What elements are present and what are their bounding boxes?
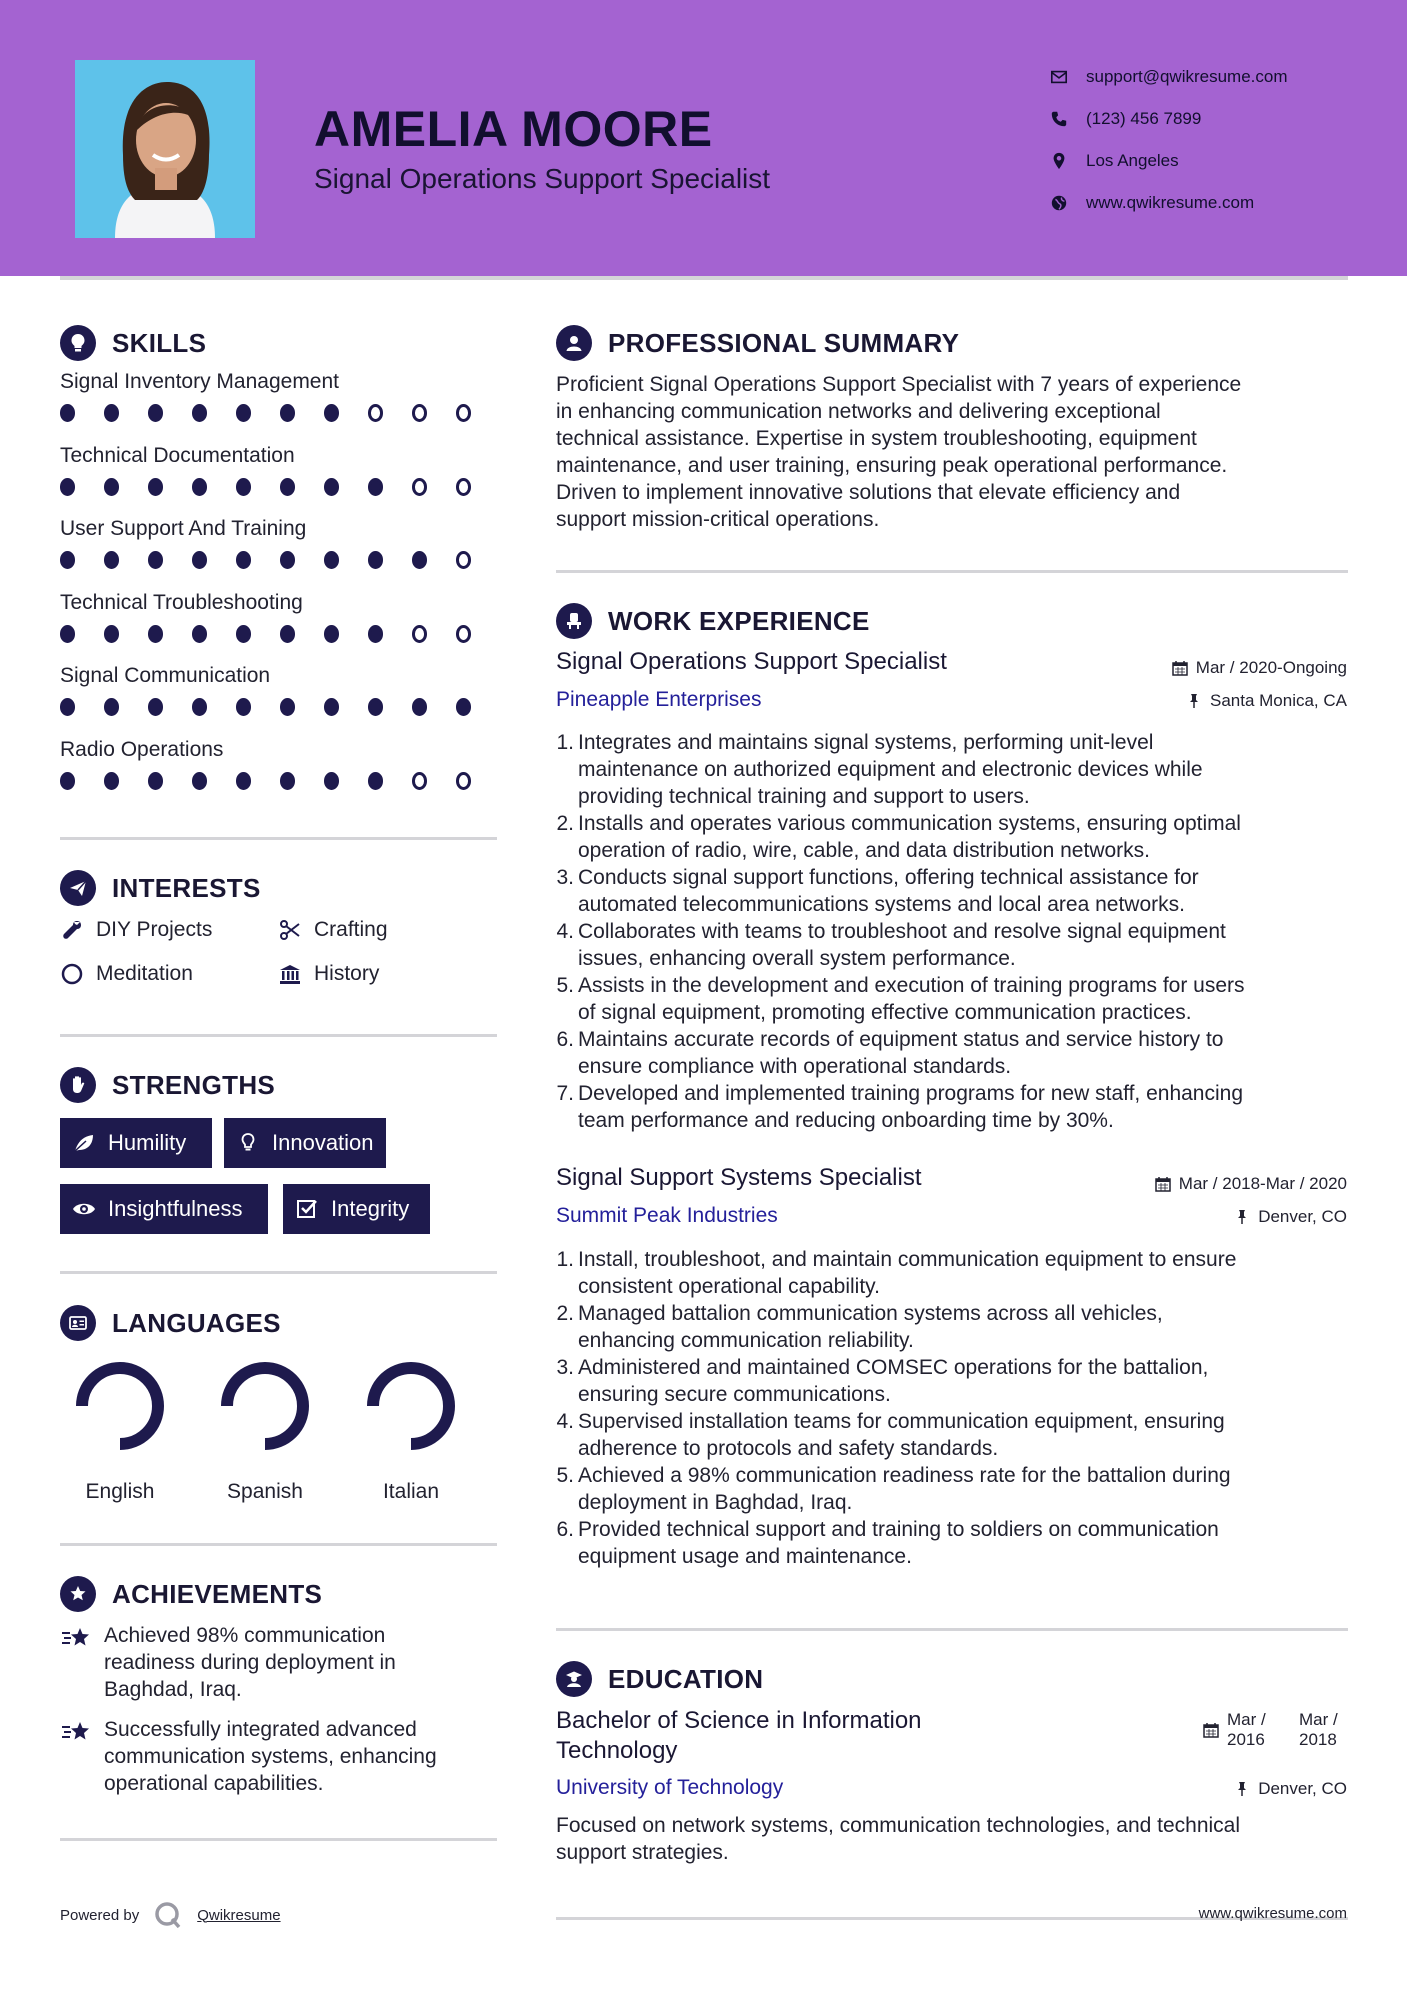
interest-crafting: Crafting bbox=[278, 918, 388, 942]
globe-icon bbox=[1050, 193, 1086, 213]
rating-dot-filled bbox=[368, 698, 383, 716]
skill-name: Signal Inventory Management bbox=[60, 370, 339, 393]
skill-name: Signal Communication bbox=[60, 664, 271, 687]
rating-dot-filled bbox=[60, 551, 75, 569]
job-bullet: 4. Supervised installation teams for communication equipment, ensuring adherence to protocols and safety standards. bbox=[556, 1410, 1225, 1460]
footer-url[interactable]: www.qwikresume.com bbox=[1198, 1905, 1347, 1922]
rating-dot-filled bbox=[148, 698, 163, 716]
rating-dot-filled bbox=[324, 404, 339, 422]
language-item bbox=[210, 1356, 320, 1504]
achievement-item: Successfully integrated advanced communication systems, enhancing operational capabilities. bbox=[60, 1716, 500, 1797]
rating-dot-filled bbox=[148, 404, 163, 422]
job-bullet: 5. Assists in the development and execution of training programs for users of signal equipment, promoting effective communication practices. bbox=[556, 974, 1245, 1024]
rating-dot-filled bbox=[236, 478, 251, 496]
resume-header bbox=[0, 0, 1407, 276]
language-item bbox=[356, 1356, 466, 1504]
footer-powered-by: Powered by Qwikresume bbox=[60, 1900, 281, 1930]
skills-heading bbox=[60, 325, 206, 361]
rating-dot-filled bbox=[148, 478, 163, 496]
rating-dot-filled bbox=[324, 698, 339, 716]
rating-dot-empty bbox=[456, 625, 471, 643]
skill-rating bbox=[60, 625, 500, 643]
rating-dot-filled bbox=[104, 478, 119, 496]
rating-dot-filled bbox=[60, 625, 75, 643]
contact-list bbox=[1050, 56, 1288, 224]
strength-innovation: Innovation bbox=[224, 1118, 386, 1168]
job-bullet: 6. Provided technical support and training to soldiers on communication equipment usage and maintenance. bbox=[556, 1518, 1219, 1568]
lightbulb-icon bbox=[60, 325, 96, 361]
rating-dot-filled bbox=[104, 772, 119, 790]
contact-email[interactable] bbox=[1050, 56, 1288, 98]
map-pin-icon bbox=[1050, 151, 1086, 171]
summary-heading bbox=[556, 325, 959, 361]
contact-email-text: support@qwikresume.com bbox=[1086, 67, 1288, 86]
interests-title: INTERESTS bbox=[112, 872, 261, 903]
job-bullet: 2. Managed battalion communication systems across all vehicles, enhancing communication reliability. bbox=[556, 1302, 1163, 1352]
rating-dot-filled bbox=[236, 698, 251, 716]
education-description: Focused on network systems, communication technologies, and technical support strategies. bbox=[556, 1814, 1241, 1864]
skill-row bbox=[60, 444, 500, 496]
job-dates: Mar / 2018-Mar / 2020 bbox=[1155, 1174, 1347, 1194]
job-title: Signal Operations Support Specialist bbox=[556, 648, 947, 675]
rating-dot-filled bbox=[280, 478, 295, 496]
calendar-icon bbox=[1203, 1722, 1219, 1738]
job-dates: Mar / 2020-Ongoing bbox=[1172, 658, 1347, 678]
skill-row bbox=[60, 591, 500, 643]
interest-diy-projects: DIY Projects bbox=[60, 918, 212, 942]
scissors-icon bbox=[278, 918, 302, 942]
experience-title: WORK EXPERIENCE bbox=[608, 605, 870, 636]
pushpin-icon bbox=[1234, 1781, 1250, 1797]
job-bullet: 4. Collaborates with teams to troubleshoot and resolve signal equipment issues, enhancing overall system performance. bbox=[556, 920, 1226, 970]
strengths-heading bbox=[60, 1067, 275, 1103]
rating-dot-filled bbox=[192, 551, 207, 569]
hand-icon bbox=[60, 1067, 96, 1103]
pushpin-icon bbox=[1186, 693, 1202, 709]
rating-dot-empty bbox=[412, 404, 427, 422]
rating-dot-filled bbox=[60, 772, 75, 790]
summary-divider bbox=[556, 570, 1348, 573]
skill-name: Radio Operations bbox=[60, 737, 224, 761]
interest-meditation: Meditation bbox=[60, 962, 193, 986]
rating-dot-filled bbox=[280, 551, 295, 569]
job-bullet: 6. Maintains accurate records of equipment status and service history to ensure compliance with operational standards. bbox=[556, 1028, 1224, 1078]
achievements-title: ACHIEVEMENTS bbox=[112, 1578, 323, 1609]
rating-dot-filled bbox=[236, 625, 251, 643]
language-name: Spanish bbox=[227, 1480, 303, 1503]
graduate-icon bbox=[556, 1661, 592, 1697]
job-location: Denver, CO bbox=[1234, 1207, 1347, 1227]
candidate-name: AMELIA MOORE bbox=[314, 101, 713, 157]
contact-location bbox=[1050, 140, 1288, 182]
interests-divider bbox=[60, 1034, 497, 1037]
job-bullet: 7. Developed and implemented training programs for new staff, enhancing team performance and reducing onboarding time by 30%. bbox=[556, 1082, 1244, 1132]
school-name: University of Technology bbox=[556, 1776, 784, 1799]
eye-icon bbox=[72, 1197, 96, 1221]
experience-divider bbox=[556, 1628, 1348, 1631]
candidate-title: Signal Operations Support Specialist bbox=[314, 163, 771, 194]
rating-dot-filled bbox=[368, 625, 383, 643]
contact-website[interactable] bbox=[1050, 182, 1288, 224]
rating-dot-filled bbox=[192, 772, 207, 790]
job-company: Summit Peak Industries bbox=[556, 1204, 778, 1227]
skill-rating bbox=[60, 698, 500, 716]
skill-rating bbox=[60, 478, 500, 496]
bullet-number: 4. bbox=[556, 1410, 574, 1433]
degree-title: Bachelor of Science in Information Technology bbox=[556, 1707, 922, 1764]
bullet-number: 6. bbox=[556, 1518, 574, 1541]
rating-dot-filled bbox=[368, 478, 383, 496]
rating-dot-filled bbox=[236, 551, 251, 569]
skills-title: SKILLS bbox=[112, 327, 207, 358]
strengths-title: STRENGTHS bbox=[112, 1069, 276, 1100]
rating-dot-empty bbox=[412, 478, 427, 496]
rating-dot-filled bbox=[104, 625, 119, 643]
rating-dot-filled bbox=[60, 404, 75, 422]
job-bullet-list bbox=[556, 729, 1346, 1134]
paper-plane-icon bbox=[60, 870, 96, 906]
star-badge-icon bbox=[60, 1576, 96, 1612]
skill-rating bbox=[60, 551, 500, 569]
rating-dot-filled bbox=[104, 551, 119, 569]
user-icon bbox=[556, 325, 592, 361]
strength-insightfulness: Insightfulness bbox=[60, 1184, 268, 1234]
rating-dot-filled bbox=[148, 551, 163, 569]
rating-dot-filled bbox=[192, 478, 207, 496]
job-title: Signal Support Systems Specialist bbox=[556, 1164, 922, 1191]
rating-dot-filled bbox=[324, 772, 339, 790]
bullet-number: 5. bbox=[556, 1464, 574, 1487]
education-title: EDUCATION bbox=[608, 1663, 764, 1694]
lightbulb-icon bbox=[236, 1131, 260, 1155]
bullet-number: 2. bbox=[556, 812, 574, 835]
skill-name: User Support And Training bbox=[60, 517, 307, 540]
footer-brand-link[interactable]: Qwikresume bbox=[197, 1906, 281, 1924]
job-bullet: 1. Install, troubleshoot, and maintain communication equipment to ensure consistent operational capability. bbox=[556, 1248, 1237, 1298]
skills-divider bbox=[60, 837, 497, 840]
languages-heading bbox=[60, 1305, 281, 1341]
job-bullet: 2. Installs and operates various communication systems, ensuring optimal operation of radio, wire, cable, and data distribution networks. bbox=[556, 812, 1241, 862]
education-dates: Mar / 2016 Mar / 2018 bbox=[1203, 1710, 1347, 1750]
achievements-divider bbox=[60, 1838, 497, 1841]
achievement-item: Achieved 98% communication readiness during deployment in Baghdad, Iraq. bbox=[60, 1622, 500, 1703]
rating-dot-filled bbox=[280, 772, 295, 790]
contact-phone[interactable] bbox=[1050, 98, 1288, 140]
language-level-ring bbox=[215, 1356, 315, 1456]
rating-dot-filled bbox=[60, 698, 75, 716]
bullet-number: 7. bbox=[556, 1082, 574, 1105]
contact-website-text: www.qwikresume.com bbox=[1086, 193, 1255, 212]
strength-integrity: Integrity bbox=[283, 1184, 430, 1234]
shooting-star-icon bbox=[60, 1718, 94, 1748]
rating-dot-filled bbox=[192, 404, 207, 422]
job-bullet: 1. Integrates and maintains signal systems, performing unit-level maintenance on authorized equipment and electronic devices while providing technical training and support to users. bbox=[556, 731, 1203, 808]
check-square-icon bbox=[295, 1197, 319, 1221]
calendar-icon bbox=[1172, 660, 1188, 676]
rating-dot-filled bbox=[324, 551, 339, 569]
envelope-icon bbox=[1050, 67, 1086, 87]
bullet-number: 3. bbox=[556, 1356, 574, 1379]
job-bullet: 3. Conducts signal support functions, offering technical assistance for automated telecommunications systems and local area networks. bbox=[556, 866, 1199, 916]
rating-dot-filled bbox=[148, 625, 163, 643]
phone-icon bbox=[1050, 109, 1086, 129]
bullet-number: 6. bbox=[556, 1028, 574, 1051]
rating-dot-filled bbox=[280, 625, 295, 643]
contact-location-text: Los Angeles bbox=[1086, 151, 1179, 170]
rating-dot-filled bbox=[104, 698, 119, 716]
pushpin-icon bbox=[1234, 1209, 1250, 1225]
rating-dot-empty bbox=[412, 625, 427, 643]
rating-dot-filled bbox=[280, 698, 295, 716]
language-level-ring bbox=[70, 1356, 170, 1456]
rating-dot-filled bbox=[456, 698, 471, 716]
rating-dot-empty bbox=[412, 772, 427, 790]
skill-rating bbox=[60, 404, 500, 422]
rating-dot-filled bbox=[192, 698, 207, 716]
museum-icon bbox=[278, 962, 302, 986]
rating-dot-empty bbox=[456, 478, 471, 496]
job-bullet: 5. Achieved a 98% communication readiness rate for the battalion during deployment in Baghdad, Iraq. bbox=[556, 1464, 1231, 1514]
skill-name: Technical Troubleshooting bbox=[60, 590, 303, 614]
education-location: Denver, CO bbox=[1234, 1779, 1347, 1799]
skill-name: Technical Documentation bbox=[60, 443, 295, 467]
rating-dot-filled bbox=[60, 478, 75, 496]
id-card-icon bbox=[60, 1305, 96, 1341]
languages-title: LANGUAGES bbox=[112, 1307, 281, 1338]
language-name: English bbox=[85, 1480, 155, 1503]
rating-dot-empty bbox=[456, 772, 471, 790]
job-bullet-list bbox=[556, 1246, 1346, 1570]
interest-history: History bbox=[278, 962, 379, 986]
interests-heading bbox=[60, 870, 261, 906]
rating-dot-filled bbox=[412, 551, 427, 569]
job-company: Pineapple Enterprises bbox=[556, 688, 762, 711]
experience-heading bbox=[556, 603, 870, 639]
wrench-icon bbox=[60, 918, 84, 942]
bullet-number: 5. bbox=[556, 974, 574, 997]
skill-row bbox=[60, 517, 500, 569]
job-bullet: 3. Administered and maintained COMSEC operations for the battalion, ensuring secure communications. bbox=[556, 1356, 1209, 1406]
summary-title: PROFESSIONAL SUMMARY bbox=[608, 327, 960, 358]
shooting-star-icon bbox=[60, 1624, 94, 1654]
skill-row bbox=[60, 370, 500, 422]
rating-dot-empty bbox=[368, 404, 383, 422]
languages-divider bbox=[60, 1543, 497, 1546]
bullet-number: 1. bbox=[556, 1248, 574, 1271]
strengths-divider bbox=[60, 1271, 497, 1274]
skill-row bbox=[60, 738, 500, 790]
rating-dot-filled bbox=[192, 625, 207, 643]
bullet-number: 2. bbox=[556, 1302, 574, 1325]
job-location: Santa Monica, CA bbox=[1186, 691, 1347, 711]
header-divider bbox=[60, 276, 1348, 280]
contact-phone-text: (123) 456 7899 bbox=[1086, 109, 1202, 128]
bullet-number: 1. bbox=[556, 731, 574, 754]
rating-dot-filled bbox=[324, 625, 339, 643]
circle-icon bbox=[60, 962, 84, 986]
rating-dot-filled bbox=[324, 478, 339, 496]
skill-row bbox=[60, 664, 500, 716]
achievements-heading bbox=[60, 1576, 322, 1612]
summary-text: Proficient Signal Operations Support Specialist with 7 years of experience in enhancing communication networks and delivering exceptional technical assistance. Expertise in system troubleshooting, equipment maintenance, and user training, ensuring peak operational performance. Driven to implement innovative solutions that elevate efficiency and support mission-critical operations. bbox=[556, 373, 1242, 531]
rating-dot-filled bbox=[236, 404, 251, 422]
strength-humility: Humility bbox=[60, 1118, 212, 1168]
rating-dot-empty bbox=[456, 404, 471, 422]
language-name: Italian bbox=[382, 1480, 440, 1503]
bullet-number: 3. bbox=[556, 866, 574, 889]
qwikresume-logo-icon bbox=[153, 1900, 183, 1930]
rating-dot-filled bbox=[368, 551, 383, 569]
calendar-icon bbox=[1155, 1176, 1171, 1192]
rating-dot-filled bbox=[368, 772, 383, 790]
profile-photo bbox=[75, 60, 255, 238]
briefcase-icon bbox=[556, 603, 592, 639]
rating-dot-filled bbox=[104, 404, 119, 422]
rating-dot-filled bbox=[236, 772, 251, 790]
leaf-icon bbox=[72, 1131, 96, 1155]
rating-dot-empty bbox=[456, 551, 471, 569]
education-heading bbox=[556, 1661, 763, 1697]
rating-dot-filled bbox=[412, 698, 427, 716]
bullet-number: 4. bbox=[556, 920, 574, 943]
language-level-ring bbox=[361, 1356, 461, 1456]
rating-dot-filled bbox=[148, 772, 163, 790]
language-item bbox=[65, 1356, 175, 1504]
skill-rating bbox=[60, 772, 500, 790]
rating-dot-filled bbox=[280, 404, 295, 422]
